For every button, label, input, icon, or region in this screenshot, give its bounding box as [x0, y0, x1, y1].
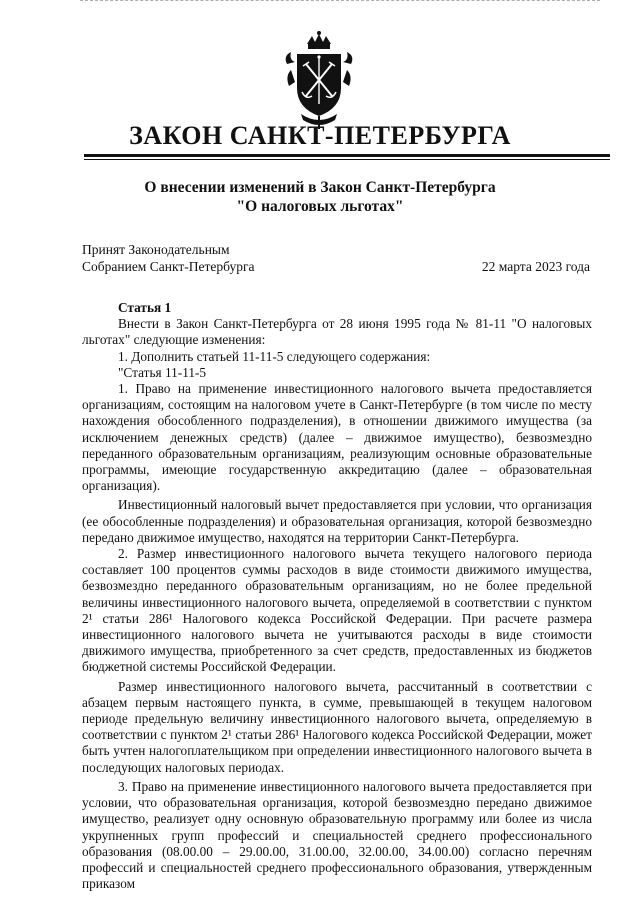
article-heading: Статья 1 [118, 300, 172, 315]
paragraph: Размер инвестиционного налогового вычета, рассчитанный в соответствии с абзацем первым настоящего пункта, в сумме, превышающей в текущем налоговом периоде предельную величину инвестиционного налогового вычета, определяемую в соответствии с пунктом 2¹ статьи 286¹ Налогового кодекса Российской Федерации, может быть учтен налогоплательщиком при определении инвестиционного налогового вычета в последующих налоговых периодах. [82, 678, 592, 775]
law-subject [0, 178, 640, 216]
paragraph: Внести в Закон Санкт-Петербурга от 28 июня 1995 года № 81-11 "О налоговых льготах" следующие изменения: [82, 316, 592, 348]
paragraph: 3. Право на применение инвестиционного налогового вычета предоставляется при условии, что образовательная организация, которой безвозмездно передано движимое имущество, реализует одну основную образовательную программу или более из числа укрупненных групп профессий и специальностей среднего профессионального образования (08.00.00 – 29.00.00, 31.00.00, 32.00.00, 34.00.00) согласно перечням профессий и специальностей среднего профессионального образования, утвержденным приказом [82, 778, 592, 892]
law-body [82, 300, 592, 892]
paragraph: 2. Размер инвестиционного налогового вычета текущего налогового периода составляет 100 процентов суммы расходов в виде стоимости движимого имущества, безвозмездно переданного образовательным организациям, но не более предельной величины инвестиционного налогового вычета, определяемой в соответствии с пунктом 2¹ статьи 286¹ Налогового кодекса Российской Федерации. При расчете размера инвестиционного налогового вычета не учитываются расходы в виде стоимости движимого имущества, приобретенного за счет средств, предоставленных из бюджетов бюджетной системы Российской Федерации. [82, 546, 592, 675]
subject-line-1: О внесении изменений в Закон Санкт-Петербурга [144, 179, 496, 196]
adoption-note [82, 241, 255, 275]
adopted-line-1: Принят Законодательным [82, 242, 230, 257]
paragraph: "Статья 11-11-5 [118, 364, 207, 380]
title-rule-thin [84, 159, 610, 160]
adopted-line-2: Собранием Санкт-Петербурга [82, 259, 255, 274]
adoption-date: 22 марта 2023 года [481, 259, 590, 274]
coat-of-arms-icon [279, 30, 359, 130]
law-title: ЗАКОН САНКТ-ПЕТЕРБУРГА [129, 121, 511, 150]
subject-line-2: "О налоговых льготах" [236, 198, 404, 215]
paragraph: Инвестиционный налоговый вычет предоставляется при условии, что организация (ее обособленные подразделения) и образовательная организация, которой безвозмездно передано движимое имущество, находятся на территории Санкт-Петербурга. [82, 497, 592, 545]
paragraph: 1. Право на применение инвестиционного налогового вычета предоставляется организациям, состоящим на налоговом учете в Санкт-Петербурге (в том числе по месту нахождения обособленного подразделения), в отношении движимого имущества (за исключением денежных средств) (далее – движимое имущество), безвозмездно переданного образовательным организациям, реализующим основные образовательные программы, имеющие государственную аккредитацию (далее – образовательная организация). [82, 381, 592, 494]
title-rule-thick [84, 154, 610, 157]
scan-edge-marks [80, 0, 600, 3]
paragraph: 1. Дополнить статьей 11-11-5 следующего содержания: [118, 348, 431, 364]
